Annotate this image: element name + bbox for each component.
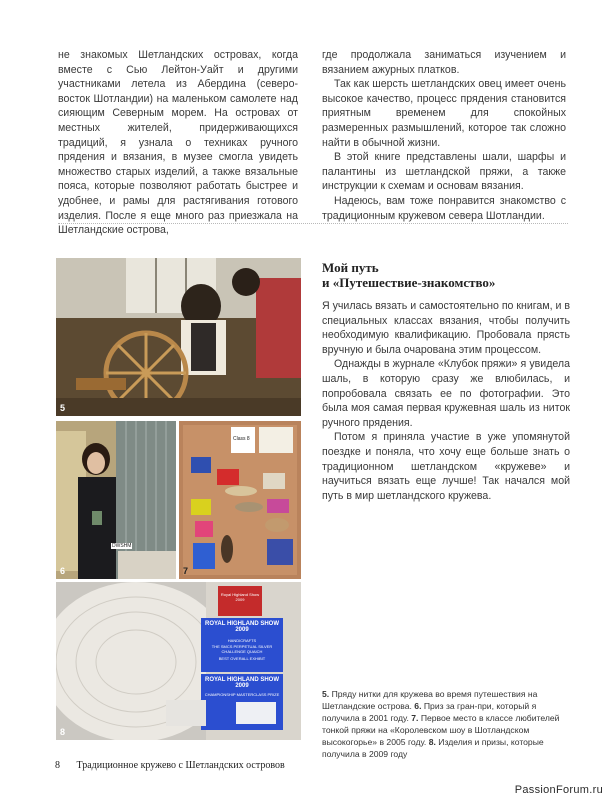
lace-illustration	[56, 582, 301, 740]
section-divider	[58, 223, 568, 224]
book-title: Традиционное кружево с Шетландских островов	[76, 760, 285, 771]
section-title-line: Мой путь	[322, 260, 379, 275]
prize-card-award: THE SMCS PERPETUAL SILVER CHALLENGE QUAICH	[211, 644, 273, 654]
intro-paragraph: Надеюсь, вам тоже понравится знакомство с традиционным кружевом севера Шотландии.	[322, 194, 566, 222]
woman-illustration	[56, 421, 176, 579]
section-paragraph: Потом я приняла участие в уже упомянутой поездке и поняла, что хочу еще больше знать о традиционном шетландском «кружеве» и научиться вязать еще лучше! Так начался мой путь в мир шетландского кружева.	[322, 431, 570, 502]
watermark: PassionForum.ru	[514, 784, 603, 796]
photo-number: 6	[60, 566, 66, 576]
intro-paragraph: Так как шерсть шетландских овец имеет очень высокое качество, процесс прядения становится приятным временем для спокойных размеренных размышлений, которое так сложно найти в обычной жизни.	[322, 78, 566, 149]
section-paragraph: Я училась вязать и самостоятельно по книгам, и в специальных классах вязания, чтобы получить необходимую квалификацию. Пробовала прясть вручную и была очарована этим процессом.	[322, 300, 570, 356]
page-footer	[55, 760, 285, 771]
yarn-board-illustration	[179, 421, 301, 579]
intro-left-column	[58, 48, 298, 238]
photo-number: 5	[60, 403, 66, 413]
caption-number: 7.	[411, 713, 419, 723]
class-card: Class 8	[233, 436, 250, 442]
caption-number: 8.	[428, 737, 436, 747]
caption-text: Приз за гран-при, который я получила в 2001 году.	[322, 701, 537, 723]
intro-paragraph: В этой книге представлены шали, шарфы и палантины из шетландской пряжи, а также инструкции к схемам и основам вязания.	[322, 151, 566, 193]
caption-number: 6.	[414, 701, 422, 711]
prize-card-best: BEST OVERALL EXHIBIT	[218, 656, 266, 661]
section-title	[322, 260, 570, 290]
section-my-path	[322, 260, 570, 503]
red-prize-card: Royal Highland Show 2009	[220, 592, 260, 602]
photo-captions	[322, 688, 572, 760]
page-number: 8	[55, 760, 60, 771]
intro-right-column	[322, 48, 566, 223]
photo-lace-and-prizes	[56, 582, 301, 740]
intro-paragraph: где продолжала заниматься изучением и вязанием ажурных платков.	[322, 49, 566, 76]
prize-card-title: ROYAL HIGHLAND SHOW 2009	[204, 621, 279, 633]
section-paragraph: Однажды в журнале «Клубок пряжи» я увидела шаль, в которую сразу же влюбилась, и попробовала связать ее по фотографии. Это была моя самая первая кружевная шаль из ниток ручного прядения.	[322, 358, 570, 429]
museum-sign: DWSHM	[112, 543, 132, 549]
prize-card-award: CHAMPIONSHIP MASTERCLASS PRIZE	[204, 692, 280, 697]
caption-text: Пряду нитки для кружева во время путешествия на Шетландские острова.	[322, 689, 538, 711]
caption-text: Первое место в классе любителей тонкой пряжи на «Королевском шоу в Шотландском высокогорье» в 2005 году.	[322, 713, 560, 747]
photo-woman-with-prize	[56, 421, 176, 579]
prize-card-title: ROYAL HIGHLAND SHOW 2009	[204, 677, 279, 689]
photo-spinning-wheel	[56, 258, 301, 416]
photo-number: 8	[60, 727, 66, 737]
caption-text: Изделия и призы, которые получила в 2009 году	[322, 737, 544, 759]
prize-card-subtitle: HANDICRAFTS	[227, 638, 257, 643]
section-body	[322, 299, 570, 503]
section-title-line: и «Путешествие-знакомство»	[322, 275, 496, 290]
intro-paragraph: не знакомых Шетландских островах, когда вместе с Сью Лейтон-Уайт и другими участниками летела из Абердина (северо-восток Шотландии) на маленьком самолете над сияющим Северным морем. На островах от местных жителей, придерживающихся традиций, я узнала о техниках ручного прядения и вязания, в музее смогла увидеть множество старых изделий, а также вязальные пояса, которые позволяют работать быстрее и удобнее, и рамы для растягивания готового изделия. После я еще много раз приезжала на Шетландские острова,	[58, 49, 298, 237]
photo-yarn-board	[179, 421, 301, 579]
spinning-wheel-illustration	[56, 258, 301, 416]
photo-number: 7	[183, 566, 189, 576]
caption-number: 5.	[322, 689, 330, 699]
